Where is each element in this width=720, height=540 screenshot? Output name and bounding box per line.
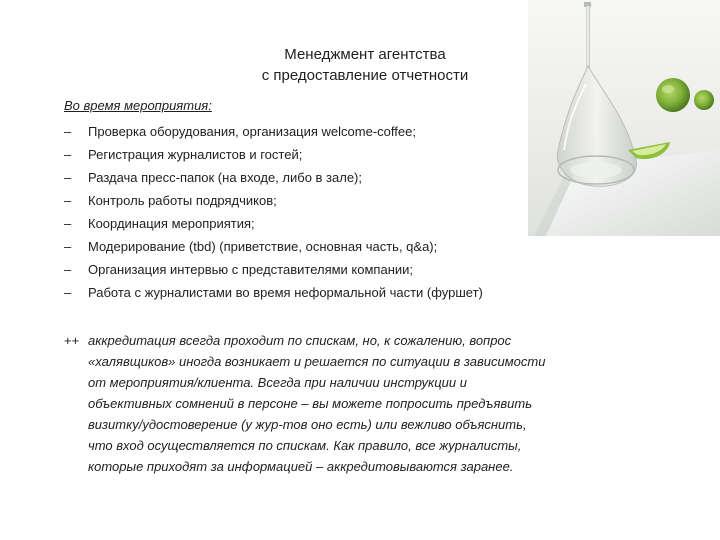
dash-marker: – — [64, 239, 72, 254]
dash-marker: – — [64, 147, 72, 162]
list-item-text: Работа с журналистами во время неформальной части (фуршет) — [88, 285, 483, 300]
list-item — [64, 258, 483, 281]
list-item — [64, 212, 483, 235]
list-item-text: Проверка оборудования, организация welcome-coffee; — [88, 124, 416, 139]
list-item-text: Регистрация журналистов и гостей; — [88, 147, 303, 162]
list-item-text: Контроль работы подрядчиков; — [88, 193, 277, 208]
slide-title-line-2: с предоставление отчетности — [261, 67, 469, 84]
accreditation-note — [64, 330, 584, 477]
list-item-text: Модерирование (tbd) (приветствие, основная часть, q&a); — [88, 239, 438, 254]
list-item — [64, 235, 483, 258]
dash-marker: – — [64, 262, 72, 277]
list-item — [64, 189, 483, 212]
list-item-text: Координация мероприятия; — [88, 216, 255, 231]
list-item — [64, 281, 483, 304]
section-heading: Во время мероприятия: — [64, 98, 212, 113]
dash-marker: – — [64, 170, 72, 185]
dash-marker: – — [64, 124, 72, 139]
list-item — [64, 120, 483, 143]
note-text: аккредитация всегда проходит по спискам, но, к сожалению, вопрос «халявщиков» иногда возникает и решается по ситуации в зависимости от мероприятия/клиента. Всегда при наличии инструкции и объективных сомнений в персоне – вы можете попросить предъявить визитку/удостоверение (у жур-тов оно есть) или вежливо объяснить, что вход осуществляется по спискам. Как правило, все журналисты, которые приходят за информацией – аккредитовываются заранее. — [88, 333, 546, 474]
list-item-text: Организация интервью с представителями компании; — [88, 262, 414, 277]
list-item — [64, 143, 483, 166]
slide-title-line-1: Менеджмент агентства — [284, 46, 446, 63]
task-list — [64, 120, 483, 304]
dash-marker: – — [64, 285, 72, 300]
slide-title — [215, 44, 515, 86]
dash-marker: – — [64, 193, 72, 208]
list-item — [64, 166, 483, 189]
glass-and-lime-photo — [528, 0, 720, 236]
dash-marker: – — [64, 216, 72, 231]
note-marker: ++ — [64, 333, 80, 348]
list-item-text: Раздача пресс-папок (на входе, либо в зале); — [88, 170, 363, 185]
